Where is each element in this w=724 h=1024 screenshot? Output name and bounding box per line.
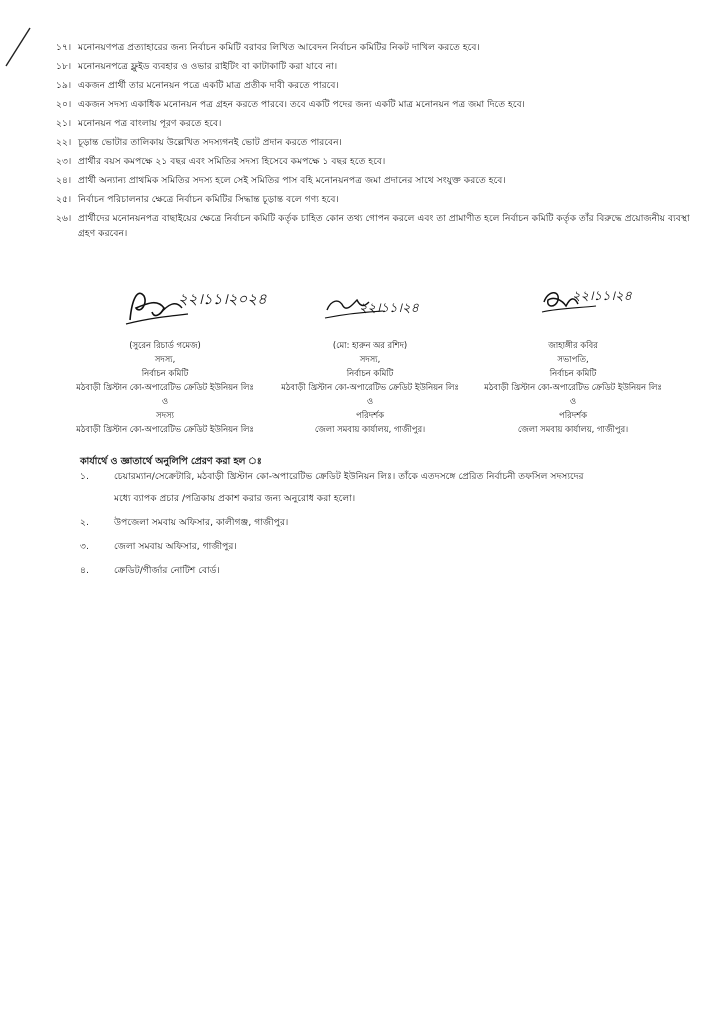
signatory-1 [60,278,270,436]
signatory-and: ও [161,396,169,406]
signatory-name: (মো: হারুন অর রশিদ) [332,340,408,350]
list-item [80,562,680,580]
signatory-office: জেলা সমবায় কার্যালয়, গাজীপুর। [517,424,629,434]
rule-text: মনোনয়ণপত্র প্রত্যাহারের জন্য নির্বাচন কমিটি বরাবর লিখিত আবেদন নির্বাচন কমিটির নিকট দাখিল করতে হবে। [78,42,480,53]
signature-date: ২২।১১।২০২৪ [178,290,267,308]
rule-text: একজন প্রার্থী তার মনোনয়ন পত্রে একটি মাত্র প্রতীক দাবী করতে পারবে। [78,80,339,91]
signatory-org-2: মঠবাড়ী খ্রিস্টান কো-অপারেটিভ ক্রেডিট ইউনিয়ন লিঃ [76,424,254,434]
list-item-text: ক্রেডিট/গীর্জার নোটিশ বোর্ড। [114,565,220,576]
rule-number: ২০। [56,99,72,110]
rule-item [56,135,696,150]
rule-item [56,59,696,74]
signature-date: ২২।১১।২৪ [359,301,419,316]
handwritten-signature [60,278,270,338]
list-item-number: ৪. [80,565,89,576]
signatory-and: ও [569,396,577,406]
copy-distribution-list [80,468,680,586]
signatory-and: ও [366,396,374,406]
rule-number: ২১। [56,118,72,129]
list-item [80,538,680,556]
rule-number: ১৮। [56,61,72,72]
signatory-2 [265,278,475,436]
signatory-role-2: পরিদর্শক [559,410,587,420]
rule-text: প্রার্থীর বয়স কমপক্ষে ২১ বছর এবং সমিতির সদস্য হিসেবে কমপক্ষে ১ বছর হতে হবে। [78,156,386,167]
rules-list [56,40,696,245]
list-item-number: ১. [80,471,89,482]
rule-item [56,78,696,93]
signatory-role: সদস্য, [359,354,381,364]
rule-text: মনোনয়নপত্রে ফ্লুইড ব্যবহার ও ওভার রাইটিং বা কাটাকাটি করা যাবে না। [78,61,338,72]
signatory-org: মঠবাড়ী খ্রিস্টান কো-অপারেটিভ ক্রেডিট ইউনিয়ন লিঃ [484,382,662,392]
handwritten-signature [468,278,678,338]
rule-text: চূড়ান্ত ভোটার তালিকায় উল্লেখিত সদস্যগনই ভোট প্রদান করতে পারবেন। [78,137,342,148]
rule-text: মনোনয়ন পত্র বাংলায় পূরণ করতে হবে। [78,118,222,129]
signature-block [60,278,670,448]
list-item-text-line: চেয়ারম্যান/সেক্রেটারি, মঠবাড়ী খ্রিস্টান কো-অপারেটিভ ক্রেডিট ইউনিয়ন লিঃ। তাঁকে এতদসঙ্গে প্রেরিত নির্বাচনী তফসিল সদস্যদের [114,471,584,482]
list-item-text-continuation: মধ্যে ব্যাপক প্রচার /পত্রিকায় প্রকাশ করার জন্য অনুরোধ করা হলো। [114,493,356,504]
rule-item [56,192,696,207]
rule-number: ১৭। [56,42,72,53]
copy-distribution-heading: কার্যার্থে ও জ্ঞাতার্থে অনুলিপি প্রেরণ করা হল ঃ [80,456,262,467]
rule-number: ২৬। [56,213,72,224]
rule-text: একজন সদস্য একাধিক মনোনয়ন পত্র গ্রহন করতে পারবে। তবে একটি পদের জন্য একটি মাত্র মনোনয়ন পত্র জমা দিতে হবে। [78,99,525,110]
signatory-office: জেলা সমবায় কার্যালয়, গাজীপুর। [314,424,426,434]
pen-stroke-mark [0,0,40,70]
signatory-committee: নির্বাচন কমিটি [346,368,394,378]
rule-item [56,116,696,131]
rule-text: প্রার্থীদের মনোনয়নপত্র বাছাইয়ের ক্ষেত্রে নির্বাচন কমিটি কর্তৃক চাহিত কোন তথ্য গোপন করলে এবং তা প্রামাণীত হলে নির্বাচন কমিটি কর্তৃক তাঁর বিরুদ্ধে প্রয়োজনীয় ব্যবস্থা গ্রহণ করবেন। [78,213,690,239]
list-item-text [114,468,680,508]
handwritten-signature [265,278,475,338]
rule-number: ২৩। [56,156,72,167]
rule-number: ১৯। [56,80,72,91]
rule-number: ২২। [56,137,72,148]
signatory-role: সদস্য, [154,354,176,364]
signatory-committee: নির্বাচন কমিটি [549,368,597,378]
list-item [80,514,680,532]
list-item-text: জেলা সমবায় অফিসার, গাজীপুর। [114,541,237,552]
signatory-3 [468,278,678,436]
signatory-role: সভাপতি, [557,354,589,364]
rule-item [56,97,696,112]
signatory-org: মঠবাড়ী খ্রিস্টান কো-অপারেটিভ ক্রেডিট ইউনিয়ন লিঃ [76,382,254,392]
list-item-text: উপজেলা সমবায় অফিসার, কালীগঞ্জ, গাজীপুর। [114,517,289,528]
list-item-number: ৩. [80,541,89,552]
signatory-name: (সুরেন রিচার্ড গমেজ) [129,340,201,350]
rule-item [56,154,696,169]
rule-item [56,211,696,241]
rule-number: ২৫। [56,194,72,205]
list-item-number: ২. [80,517,89,528]
rule-item [56,173,696,188]
signatory-org: মঠবাড়ী খ্রিস্টান কো-অপারেটিভ ক্রেডিট ইউনিয়ন লিঃ [281,382,459,392]
signatory-role-2: পরিদর্শক [356,410,384,420]
rule-number: ২৪। [56,175,72,186]
signatory-role-2: সদস্য [156,410,174,420]
signatory-committee: নির্বাচন কমিটি [141,368,189,378]
signatory-name: জাহাঙ্গীর কবির [548,340,598,350]
list-item [80,468,680,508]
rule-text: প্রার্থী অন্যান্য প্রাথমিক সমিতির সদস্য হলে সেই সমিতির পাস বহি মনোনয়নপত্র জমা প্রদানের সাথে সংযুক্ত করতে হবে। [78,175,506,186]
signature-date: ২২।১১।২৪ [572,289,632,304]
rule-item [56,40,696,55]
rule-text: নির্বাচন পরিচালনার ক্ষেত্রে নির্বাচন কমিটির সিদ্ধান্ত চূড়ান্ত বলে গণ্য হবে। [78,194,339,205]
